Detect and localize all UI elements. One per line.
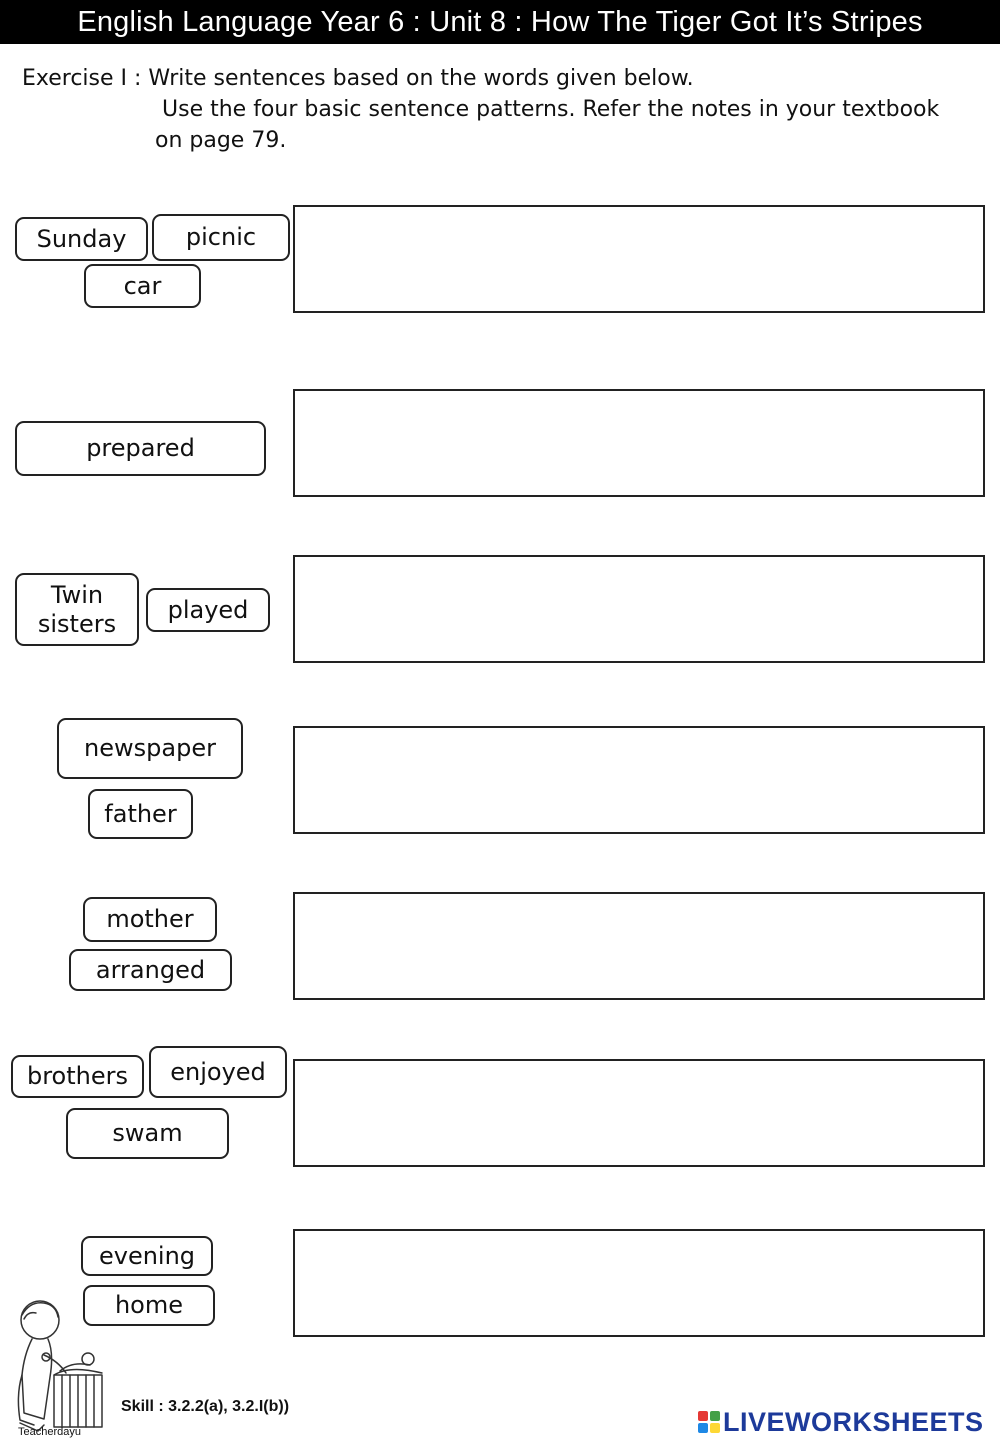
word-card[interactable]: car (84, 264, 201, 308)
word-card[interactable]: played (146, 588, 270, 632)
answer-box[interactable] (293, 892, 985, 1000)
answer-box[interactable] (293, 1229, 985, 1337)
word-card[interactable]: evening (81, 1236, 213, 1276)
answer-box[interactable] (293, 389, 985, 497)
word-card[interactable]: swam (66, 1108, 229, 1159)
word-card[interactable]: newspaper (57, 718, 243, 779)
brand-name: LIVEWORKSHEETS (723, 1406, 984, 1437)
word-card[interactable]: picnic (152, 214, 290, 261)
worksheet-title: English Language Year 6 : Unit 8 : How The Tiger Got It’s Stripes (0, 0, 1000, 44)
word-card[interactable]: Twin sisters (15, 573, 139, 646)
child-reading-clipart (10, 1295, 118, 1440)
word-card[interactable]: home (83, 1285, 215, 1326)
instruction-line-1: Exercise I : Write sentences based on the words given below. (22, 66, 694, 91)
word-card[interactable]: father (88, 789, 193, 839)
word-card[interactable]: mother (83, 897, 217, 942)
word-card[interactable]: Sunday (15, 217, 148, 261)
credit-text: Teacherdayu (18, 1426, 81, 1438)
word-card[interactable]: enjoyed (149, 1046, 287, 1098)
word-card[interactable]: arranged (69, 949, 232, 991)
answer-box[interactable] (293, 555, 985, 663)
instruction-line-2: Use the four basic sentence patterns. Refer the notes in your textbook (162, 97, 940, 122)
skill-code: Skill : 3.2.2(a), 3.2.I(b)) (121, 1398, 290, 1415)
liveworksheets-logo (697, 1404, 984, 1440)
liveworksheets-icon (697, 1410, 721, 1434)
answer-box[interactable] (293, 205, 985, 313)
answer-box[interactable] (293, 726, 985, 834)
instruction-line-3: on page 79. (155, 128, 287, 153)
word-card[interactable]: brothers (11, 1055, 144, 1098)
answer-box[interactable] (293, 1059, 985, 1167)
word-card[interactable]: prepared (15, 421, 266, 476)
